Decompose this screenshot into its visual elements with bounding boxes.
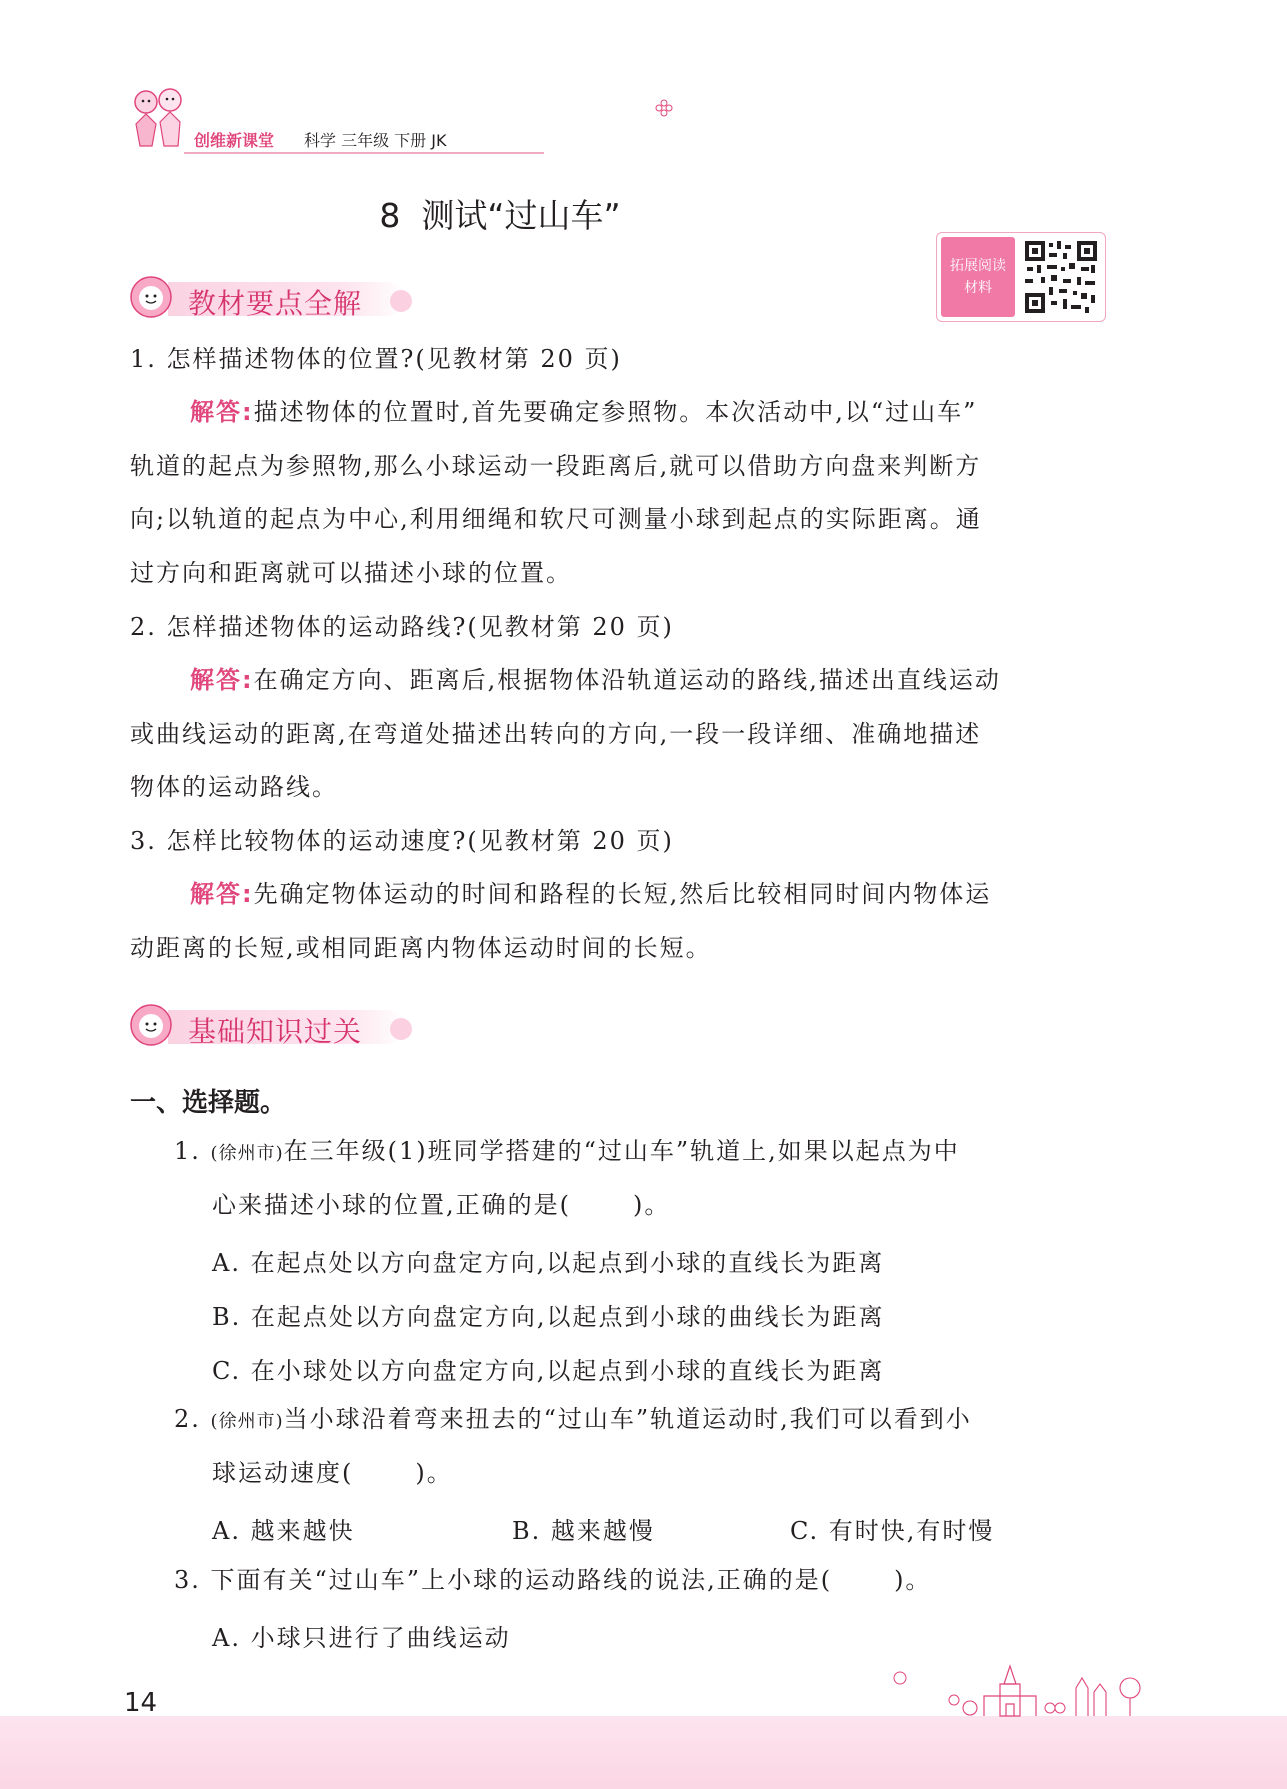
answer-2-line-2: 或曲线运动的距离,在弯道处描述出转向的方向,一段一段详细、准确地描述 [130, 720, 982, 748]
answer-1-line-2: 轨道的起点为参照物,那么小球运动一段距离后,就可以借助方向盘来判断方 [130, 452, 982, 480]
exercise-2-line-1 [174, 1404, 972, 1437]
answer-1-line-1 [190, 397, 977, 427]
header-rule [184, 152, 544, 154]
answer-1-line-4: 过方向和距离就可以描述小球的位置。 [130, 559, 572, 587]
answer-text: 先确定物体运动的时间和路程的长短,然后比较相同时间内物体运 [253, 880, 992, 908]
exercise-2-line-2 [212, 1458, 453, 1488]
exercise-text: 心来描述小球的位置,正确的是( [212, 1191, 571, 1219]
cartoon-girls-icon [128, 84, 192, 150]
answer-text: 描述物体的位置时,首先要确定参照物。本次活动中,以“过山车” [253, 398, 978, 426]
section-label: 教材要点全解 [188, 287, 363, 320]
qr-label [941, 237, 1015, 317]
qr-label-line2: 材料 [964, 280, 992, 296]
ribbon-tail [390, 1018, 412, 1040]
question-3: 3. 怎样比较物体的运动速度?(见教材第 20 页) [130, 827, 674, 855]
page-number: 14 [124, 1688, 158, 1718]
section-header-basic-knowledge [128, 1000, 418, 1052]
brand-name: 创维新课堂 [194, 131, 275, 150]
section-label: 基础知识过关 [188, 1015, 363, 1048]
exercise-3-line-1 [174, 1565, 931, 1595]
ribbon-tail [390, 290, 412, 312]
running-header [128, 84, 588, 156]
smiley-badge-icon [128, 1002, 174, 1048]
exercise-2-option-b: B. 越来越慢 [512, 1517, 655, 1545]
exercise-text: 3. 下面有关“过山车”上小球的运动路线的说法,正确的是( [174, 1566, 833, 1594]
smiley-badge-icon [128, 274, 174, 320]
exercise-text-end: )。 [633, 1191, 671, 1219]
exercise-2-option-c: C. 有时快,有时慢 [790, 1517, 995, 1545]
exercise-number: 2. [174, 1405, 201, 1433]
extended-reading-qr[interactable] [936, 232, 1106, 322]
qr-label-line1: 拓展阅读 [950, 258, 1006, 274]
lesson-title: 8 测试“过山车” [379, 196, 621, 235]
question-2: 2. 怎样描述物体的运动路线?(见教材第 20 页) [130, 613, 674, 641]
exercise-text: 当小球沿着弯来扭去的“过山车”轨道运动时,我们可以看到小 [283, 1405, 972, 1433]
exercise-text-end: )。 [894, 1566, 932, 1594]
castle-decoration-icon [880, 1648, 1160, 1718]
exercise-1-option-a: A. 在起点处以方向盘定方向,以起点到小球的直线长为距离 [212, 1249, 885, 1277]
exercise-text-end: )。 [415, 1459, 453, 1487]
exercise-text: 球运动速度( [212, 1459, 354, 1487]
subject-info: 科学 三年级 下册 JK [304, 131, 447, 150]
exercise-1-option-b: B. 在起点处以方向盘定方向,以起点到小球的曲线长为距离 [212, 1303, 885, 1331]
answer-1-line-3: 向;以轨道的起点为中心,利用细绳和软尺可测量小球到起点的实际距离。通 [130, 505, 982, 533]
exercise-source: (徐州市) [210, 1411, 284, 1432]
answer-3-line-1 [190, 879, 991, 909]
exercise-1-option-c: C. 在小球处以方向盘定方向,以起点到小球的直线长为距离 [212, 1357, 885, 1385]
flower-icon [654, 98, 674, 118]
part-heading-choice: 一、选择题。 [130, 1088, 287, 1118]
exercise-number: 1. [174, 1137, 201, 1165]
answer-2-line-1 [190, 665, 1001, 695]
answer-text: 在确定方向、距离后,根据物体沿轨道运动的路线,描述出直线运动 [253, 666, 1001, 694]
question-1: 1. 怎样描述物体的位置?(见教材第 20 页) [130, 345, 622, 373]
section-header-key-points [128, 272, 418, 324]
footer-band [0, 1716, 1287, 1789]
exercise-2-option-a: A. 越来越快 [212, 1517, 355, 1545]
answer-2-line-3: 物体的运动路线。 [130, 773, 338, 801]
answer-3-line-2: 动距离的长短,或相同距离内物体运动时间的长短。 [130, 934, 712, 962]
answer-label: 解答: [190, 666, 254, 694]
exercise-text: 在三年级(1)班同学搭建的“过山车”轨道上,如果以起点为中 [283, 1137, 960, 1165]
answer-label: 解答: [190, 880, 254, 908]
exercise-1-line-2 [212, 1190, 670, 1220]
exercise-3-option-a: A. 小球只进行了曲线运动 [212, 1624, 511, 1652]
exercise-source: (徐州市) [210, 1143, 284, 1164]
answer-label: 解答: [190, 398, 254, 426]
exercise-1-line-1 [174, 1136, 960, 1169]
qr-code-icon [1023, 239, 1099, 315]
